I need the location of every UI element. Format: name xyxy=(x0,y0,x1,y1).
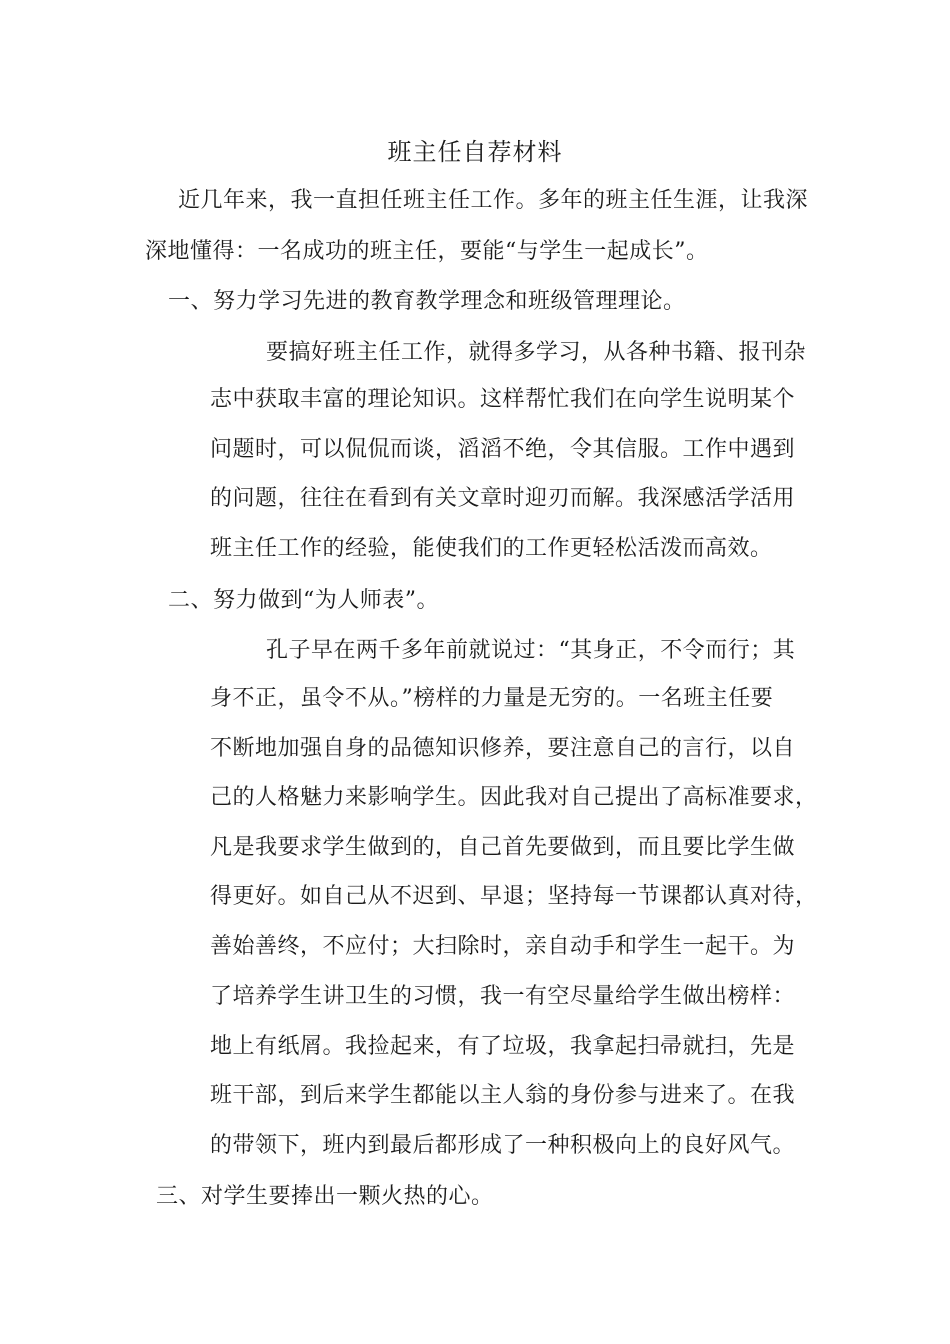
section-2-line-3: 不断地加强自身的品德知识修养，要注意自己的言行，以自 xyxy=(210,736,796,761)
section-2-line-7: 善始善终，不应付；大扫除时，亲自动手和学生一起干。为 xyxy=(210,934,796,959)
section-1-line-3: 问题时，可以侃侃而谈，滔滔不绝，令其信服。工作中遇到 xyxy=(210,437,796,462)
section-2-line-11: 的带领下，班内到最后都形成了一种积极向上的良好风气。 xyxy=(210,1133,796,1158)
section-1-line-4: 的问题，往往在看到有关文章时迎刃而解。我深感活学活用 xyxy=(210,486,796,511)
section-3-heading: 三、对学生要捧出一颗火热的心。 xyxy=(156,1184,494,1209)
section-1-line-1: 要搞好班主任工作，就得多学习，从各种书籍、报刊杂 xyxy=(266,340,807,365)
section-2-line-8: 了培养学生讲卫生的习惯，我一有空尽量给学生做出榜样： xyxy=(210,984,796,1009)
section-2-line-1: 孔子早在两千多年前就说过：“其身正，不令而行；其 xyxy=(266,638,796,663)
intro-line-1: 近几年来，我一直担任班主任工作。多年的班主任生涯，让我深 xyxy=(178,188,809,213)
section-2-line-6: 得更好。如自己从不迟到、早退；坚持每一节课都认真对待， xyxy=(210,884,818,909)
intro-line-2: 深地懂得：一名成功的班主任，要能“与学生一起成长”。 xyxy=(145,239,709,264)
section-2-line-5: 凡是我要求学生做到的，自己首先要做到，而且要比学生做 xyxy=(210,835,796,860)
document-title: 班主任自荐材料 xyxy=(387,138,563,166)
section-1-line-5: 班主任工作的经验，能使我们的工作更轻松活泼而高效。 xyxy=(210,536,773,561)
section-1-heading: 一、努力学习先进的教育教学理念和班级管理理论。 xyxy=(168,289,686,314)
section-2-heading: 二、努力做到“为人师表”。 xyxy=(168,588,439,613)
section-2-line-2: 身不正，虽令不从。”榜样的力量是无穷的。一名班主任要 xyxy=(210,686,774,711)
section-2-line-4: 己的人格魅力来影响学生。因此我对自己提出了高标准要求， xyxy=(210,785,818,810)
section-2-line-10: 班干部，到后来学生都能以主人翁的身份参与进来了。在我 xyxy=(210,1083,796,1108)
section-2-line-9: 地上有纸屑。我捡起来，有了垃圾，我拿起扫帚就扫，先是 xyxy=(210,1034,796,1059)
section-1-line-2: 志中获取丰富的理论知识。这样帮忙我们在向学生说明某个 xyxy=(210,387,796,412)
